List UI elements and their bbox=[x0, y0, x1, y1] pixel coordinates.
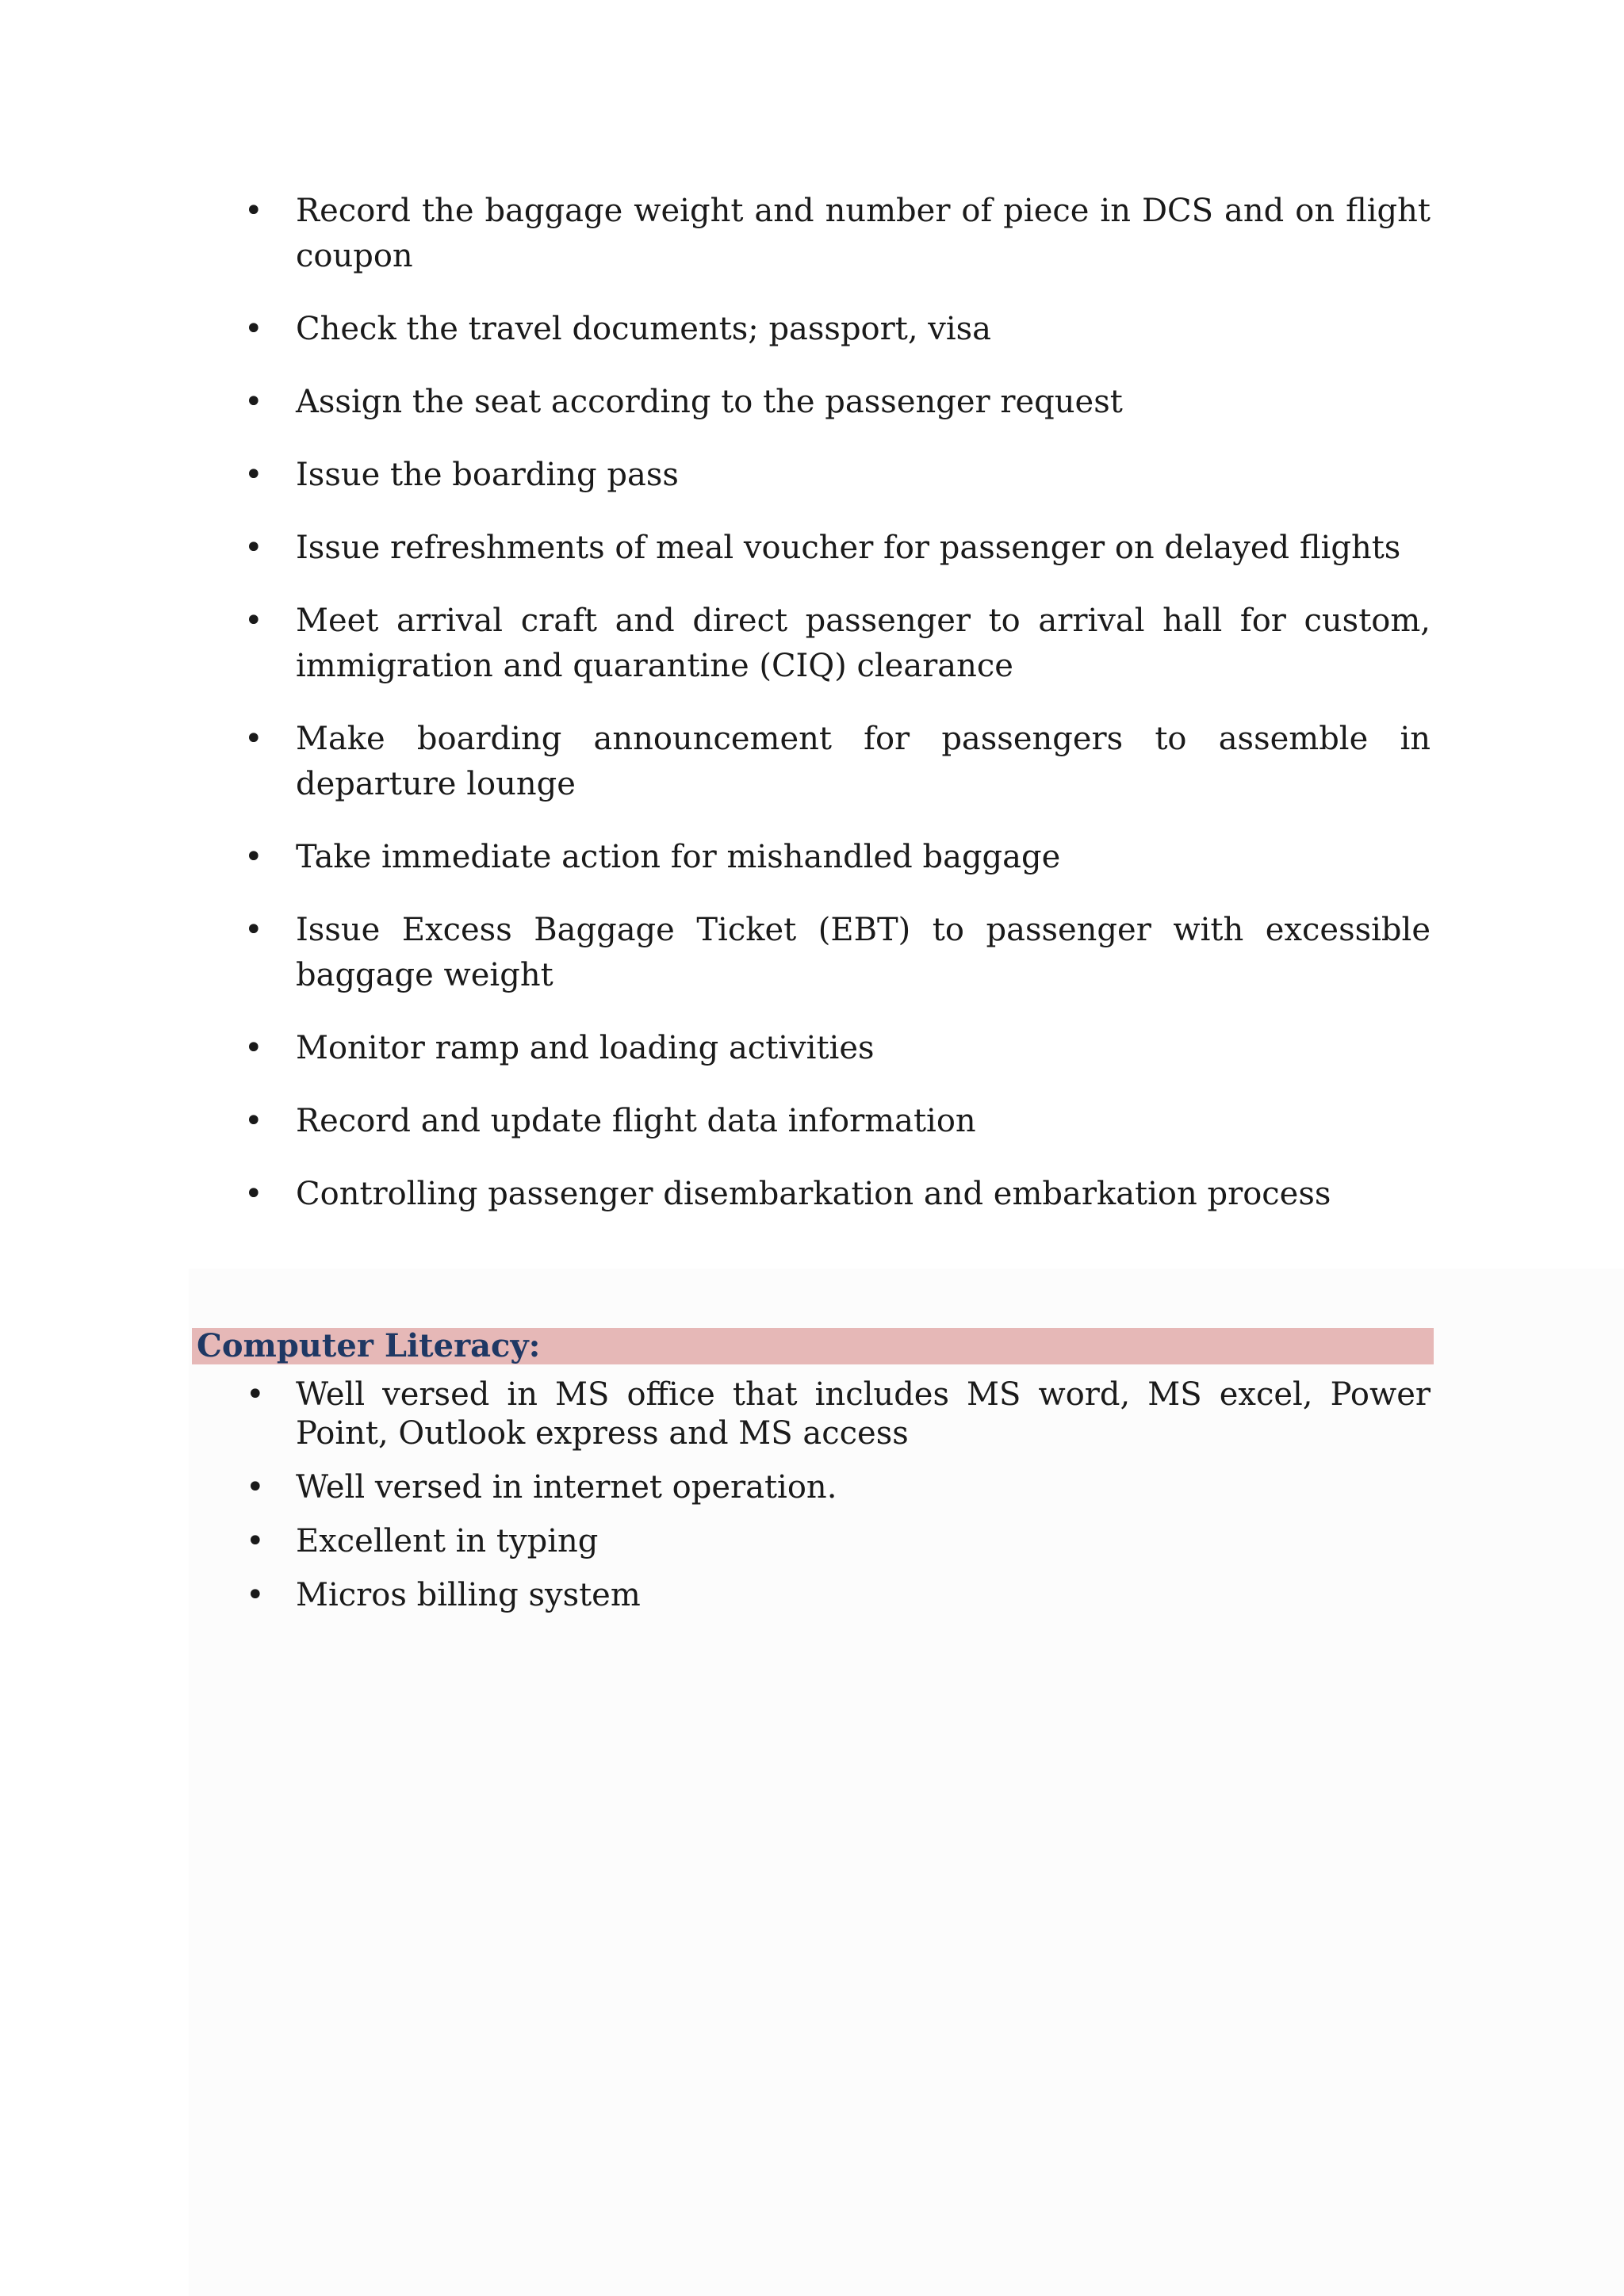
list-item bbox=[238, 1172, 1431, 1217]
bullet-icon: • bbox=[244, 839, 263, 875]
bullet-icon: • bbox=[244, 1030, 263, 1066]
bullet-icon: • bbox=[246, 1469, 265, 1506]
list-item-text: Excellent in typing bbox=[296, 1523, 599, 1559]
bullet-icon: • bbox=[244, 603, 263, 639]
list-item-text: Take immediate action for mishandled baggage bbox=[296, 839, 1061, 875]
list-item bbox=[238, 835, 1431, 880]
bullet-icon: • bbox=[246, 1376, 265, 1413]
list-item-text: Controlling passenger disembarkation and embarkation process bbox=[296, 1176, 1331, 1212]
list-item-text: Well versed in internet operation. bbox=[296, 1469, 837, 1506]
list-item-text: Micros billing system bbox=[296, 1577, 641, 1613]
list-item bbox=[238, 380, 1431, 425]
list-item-text: Well versed in MS office that includes MS word, MS excel, Power Point, Outlook express and MS access bbox=[296, 1376, 1431, 1452]
list-item bbox=[238, 307, 1431, 352]
list-item bbox=[238, 1376, 1431, 1453]
bullet-icon: • bbox=[246, 1523, 265, 1559]
list-item-text: Issue the boarding pass bbox=[296, 457, 679, 493]
list-item-text: Issue Excess Baggage Ticket (EBT) to passenger with excessible baggage weight bbox=[296, 912, 1431, 993]
list-item-text: Make boarding announcement for passengers to assemble in departure lounge bbox=[296, 721, 1431, 802]
list-item-text: Record and update flight data information bbox=[296, 1103, 976, 1139]
bullet-icon: • bbox=[244, 311, 263, 347]
list-item-text: Issue refreshments of meal voucher for passenger on delayed flights bbox=[296, 530, 1401, 566]
list-item bbox=[238, 908, 1431, 998]
list-item bbox=[238, 599, 1431, 689]
bullet-icon: • bbox=[244, 1176, 263, 1212]
bullet-icon: • bbox=[244, 193, 263, 229]
list-item bbox=[238, 1026, 1431, 1071]
list-item-text: Meet arrival craft and direct passenger to arrival hall for custom, immigration and quarantine (CIQ) clearance bbox=[296, 603, 1431, 684]
list-item-text: Monitor ramp and loading activities bbox=[296, 1030, 875, 1066]
bullet-icon: • bbox=[244, 912, 263, 948]
computer-literacy-list bbox=[238, 1376, 1431, 1630]
bullet-icon: • bbox=[244, 1103, 263, 1139]
bullet-icon: • bbox=[246, 1577, 265, 1613]
list-item bbox=[238, 1468, 1431, 1507]
list-item-text: Assign the seat according to the passenger request bbox=[296, 384, 1123, 420]
list-item bbox=[238, 1576, 1431, 1615]
list-item bbox=[238, 1099, 1431, 1144]
list-item bbox=[238, 526, 1431, 571]
section-heading-computer-literacy: Computer Literacy: bbox=[192, 1328, 1434, 1364]
bullet-icon: • bbox=[244, 457, 263, 493]
list-item-text: Check the travel documents; passport, visa bbox=[296, 311, 992, 347]
list-item bbox=[238, 717, 1431, 807]
duties-list bbox=[238, 189, 1431, 1245]
bullet-icon: • bbox=[244, 384, 263, 420]
list-item bbox=[238, 1522, 1431, 1561]
list-item bbox=[238, 453, 1431, 498]
list-item-text: Record the baggage weight and number of piece in DCS and on flight coupon bbox=[296, 193, 1431, 274]
bullet-icon: • bbox=[244, 721, 263, 757]
bullet-icon: • bbox=[244, 530, 263, 566]
list-item bbox=[238, 189, 1431, 279]
